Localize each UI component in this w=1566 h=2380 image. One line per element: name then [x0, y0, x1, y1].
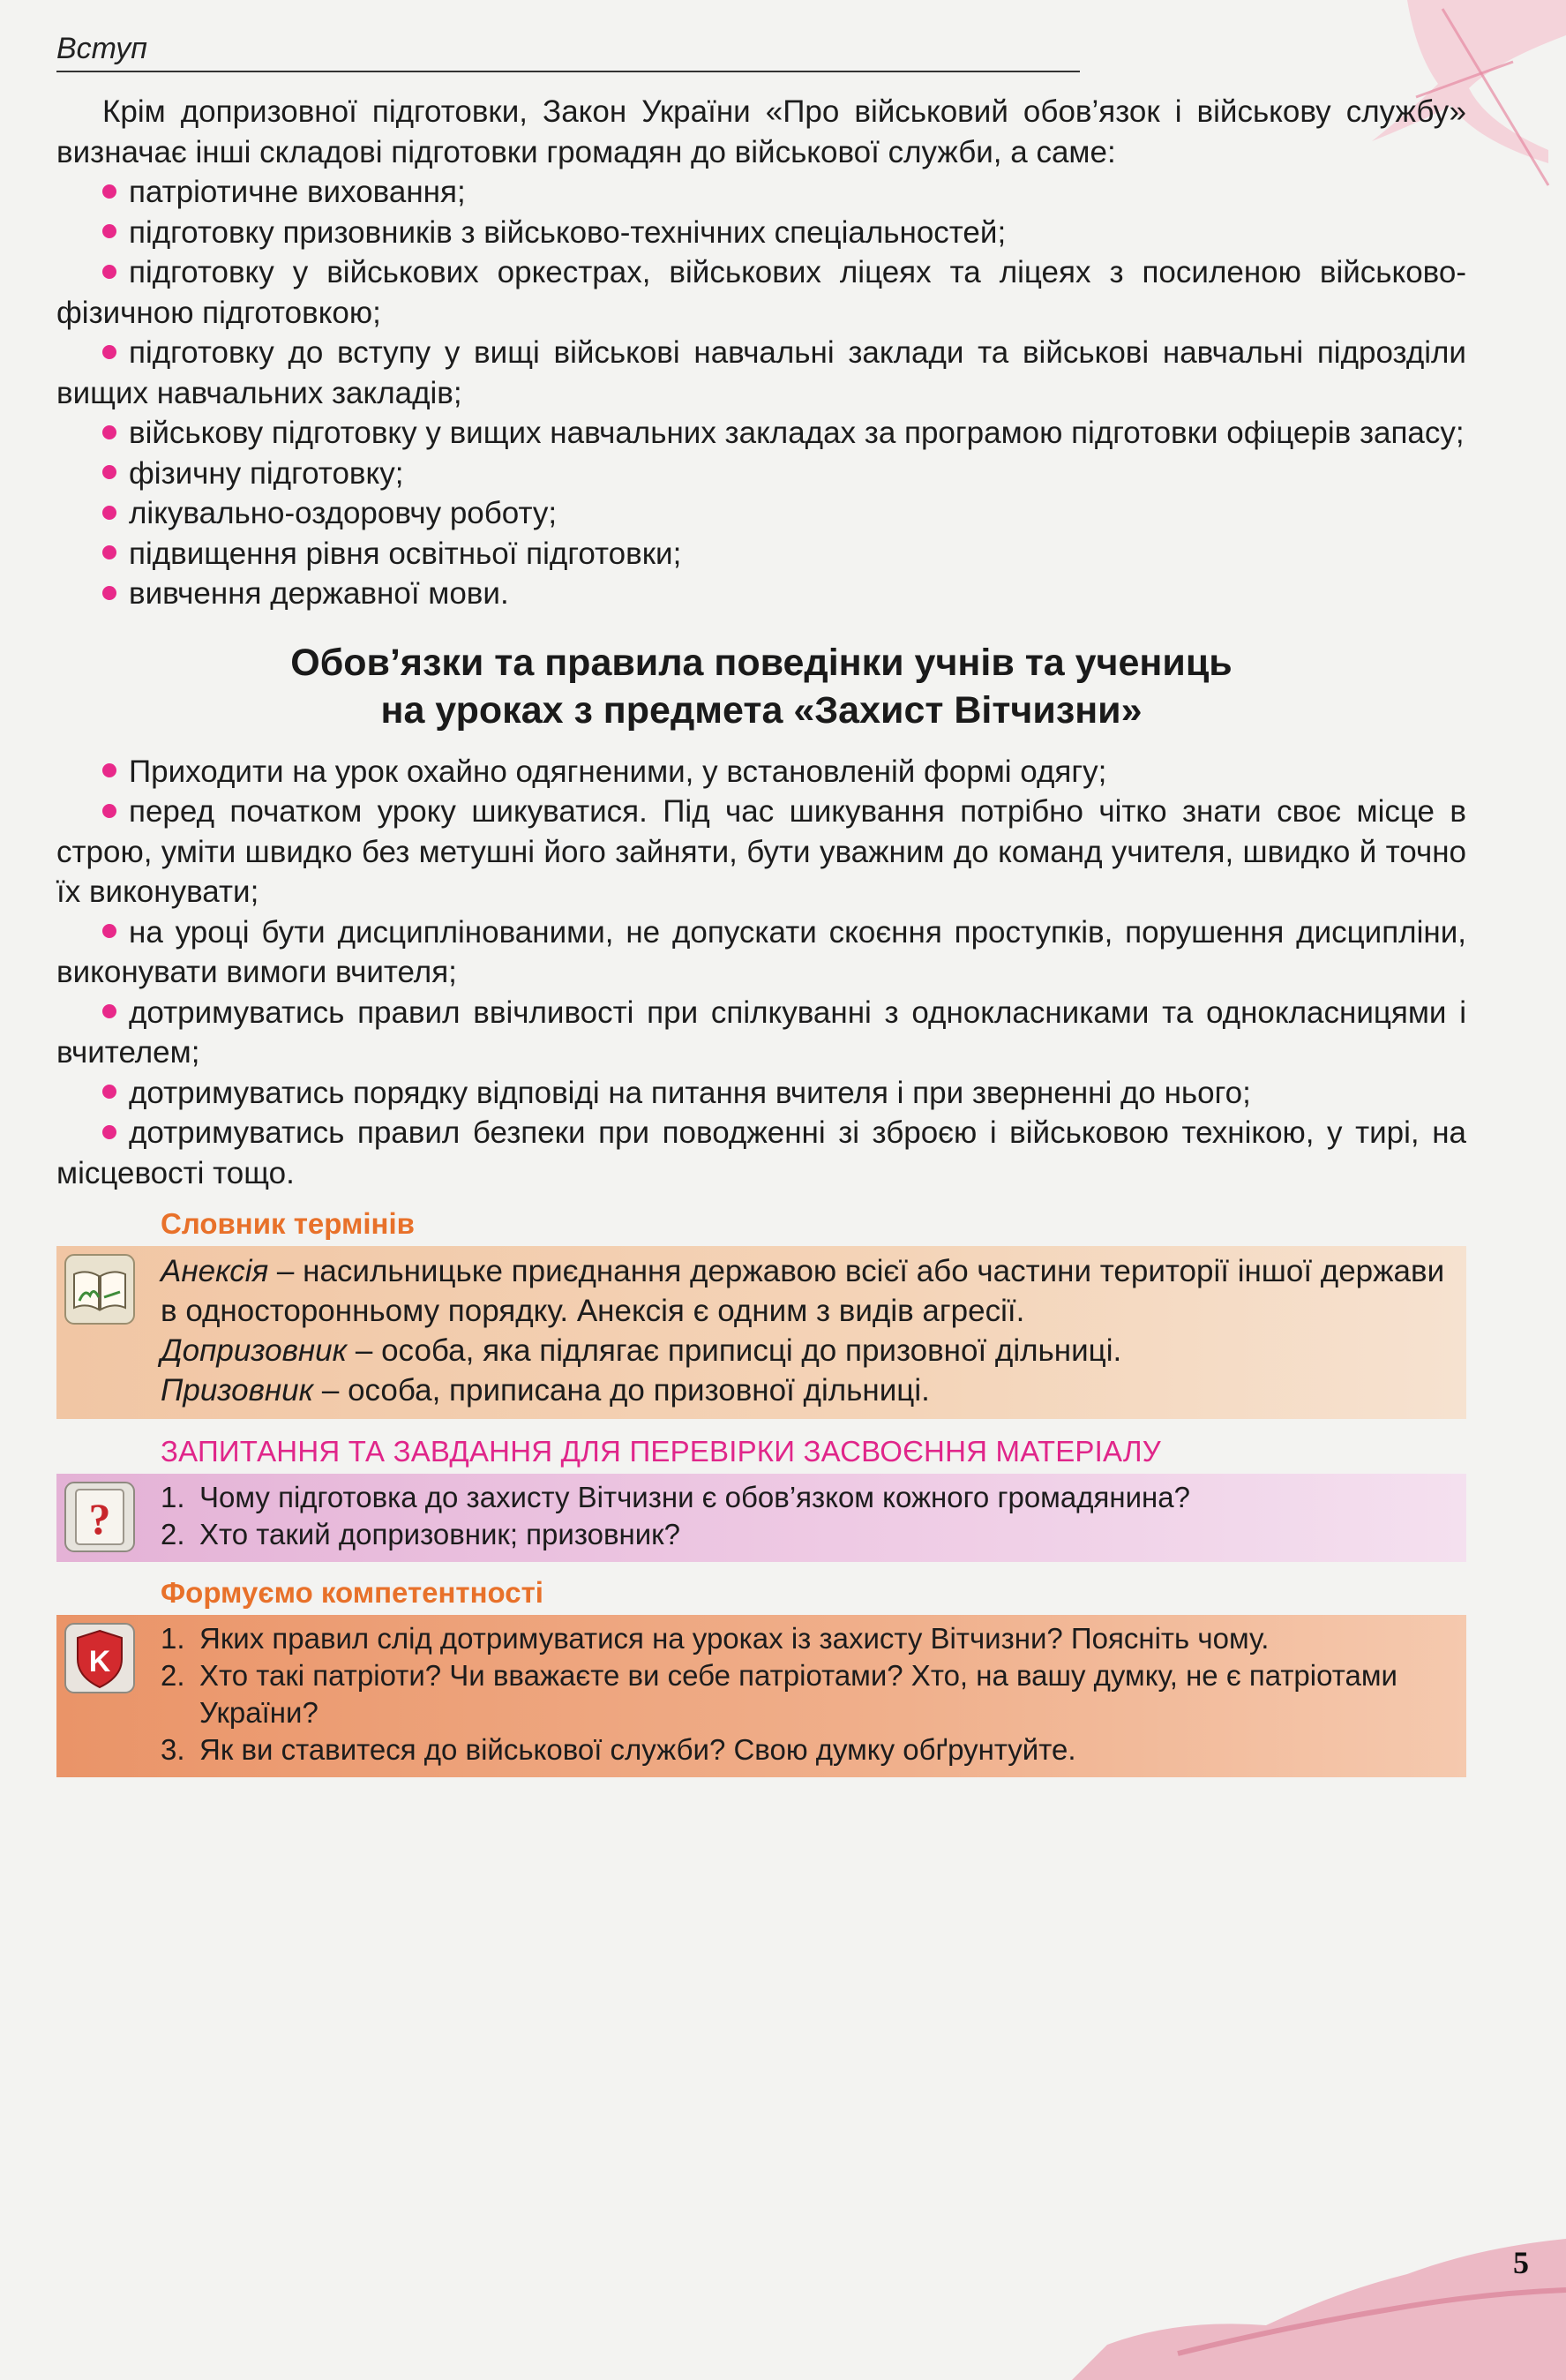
bullet-icon — [102, 763, 116, 777]
list-item: підготовку до вступу у вищі військові навчальні заклади та військові навчальні підрозділи вищих навчальних закладів; — [56, 335, 1466, 410]
competence-item: 3. Як ви ставитеся до військової служби? Свою думку обґрунтуйте. — [161, 1733, 1076, 1766]
list-item: дотримуватись правил ввічливості при спілкуванні з однокласниками та однокласницями і вчителем; — [56, 995, 1466, 1070]
competence-k-icon — [64, 1622, 136, 1694]
glossary-box — [56, 1246, 1466, 1419]
competence-item: 1. Яких правил слід дотримуватися на уроках із захисту Вітчизни? Поясніть чому. — [161, 1622, 1270, 1655]
bullet-icon — [102, 924, 116, 938]
bullet-icon — [102, 184, 116, 199]
bullet-icon — [102, 1004, 116, 1018]
bullet-icon — [102, 1085, 116, 1099]
bullet-icon — [102, 345, 116, 359]
questions-heading: ЗАПИТАННЯ ТА ЗАВДАННЯ ДЛЯ ПЕРЕВІРКИ ЗАСВОЄННЯ МАТЕРІАЛУ — [161, 1435, 1161, 1468]
glossary-heading: Словник термінів — [161, 1207, 415, 1240]
bullet-icon — [102, 265, 116, 279]
bullet-icon — [102, 1125, 116, 1139]
rules-list — [56, 752, 1466, 1194]
book-icon — [64, 1253, 136, 1325]
list-item: військову підготовку у вищих навчальних закладах за програмою підготовки офіцерів запасу; — [56, 413, 1466, 454]
glossary-entry: Анексія – насильницьке приєднання державою всієї або частини території іншої держави в односторонньому порядку. Анексія є одним з видів агресії. — [161, 1254, 1445, 1328]
page-number: 5 — [1513, 2245, 1529, 2280]
svg-text:?: ? — [88, 1494, 111, 1543]
section-title: Обов’язки та правила поведінки учнів та учениць на уроках з предмета «Захист Вітчизни» — [290, 641, 1233, 732]
bullet-icon — [102, 586, 116, 600]
main-content — [56, 92, 1466, 1777]
bullet-icon — [102, 545, 116, 559]
bullet-icon — [102, 804, 116, 818]
chapter-header: Вступ — [56, 32, 147, 65]
bullet-icon — [102, 425, 116, 439]
list-item: дотримуватись правил безпеки при поводженні зі зброєю і військовою технікою, у тирі, на місцевості тощо. — [56, 1115, 1466, 1190]
question-item: 2. Хто такий допризовник; призовник? — [161, 1518, 680, 1550]
brush-stroke-ornament-icon — [1072, 2212, 1566, 2380]
competences-box — [56, 1615, 1466, 1777]
bullet-icon — [102, 506, 116, 520]
list-item: на уроці бути дисциплінованими, не допускати скоєння проступків, порушення дисципліни, виконувати вимоги вчителя; — [56, 914, 1466, 989]
list-item: підвищення рівня освітньої підготовки; — [56, 534, 1466, 574]
list-item: підготовку призовників з військово-технічних спеціальностей; — [56, 213, 1466, 253]
list-item: Приходити на урок охайно одягненими, у встановленій формі одягу; — [56, 752, 1466, 792]
components-list — [56, 172, 1466, 614]
questions-box — [56, 1474, 1466, 1562]
list-item: дотримуватись порядку відповіді на питання вчителя і при зверненні до нього; — [56, 1073, 1466, 1114]
header-rule — [56, 71, 1080, 72]
list-item: лікувально-оздоровчу роботу; — [56, 493, 1466, 534]
glossary-entry: Допризовник – особа, яка підлягає приписці до призовної дільниці. — [161, 1333, 1122, 1368]
list-item: патріотичне виховання; — [56, 172, 1466, 213]
question-mark-icon — [64, 1481, 136, 1553]
intro-paragraph: Крім допризовної підготовки, Закон України «Про військовий обов’язок і військову службу» визначає інші складові підготовки громадян до військової служби, а саме: — [56, 94, 1466, 169]
competence-item: 2. Хто такі патріоти? Чи вважаєте ви себе патріотами? Хто, на вашу думку, не є патріотами України? — [161, 1659, 1397, 1729]
list-item: перед початком уроку шикуватися. Під час шикування потрібно чітко знати своє місце в строю, уміти швидко без метушні його зайняти, бути уважним до команд учителя, швидко й точно їх виконувати; — [56, 794, 1466, 909]
list-item: фізичну підготовку; — [56, 454, 1466, 494]
list-item: підготовку у військових оркестрах, військових ліцеях та ліцеях з посиленою військово-фізичною підготовкою; — [56, 255, 1466, 330]
svg-text:K: K — [88, 1645, 111, 1678]
competences-heading: Формуємо компетентності — [161, 1576, 543, 1609]
bullet-icon — [102, 465, 116, 479]
glossary-entry: Призовник – особа, приписана до призовної дільниці. — [161, 1373, 930, 1408]
list-item: вивчення державної мови. — [56, 574, 1466, 614]
bullet-icon — [102, 224, 116, 238]
question-item: 1. Чому підготовка до захисту Вітчизни є обов’язком кожного громадянина? — [161, 1481, 1190, 1513]
